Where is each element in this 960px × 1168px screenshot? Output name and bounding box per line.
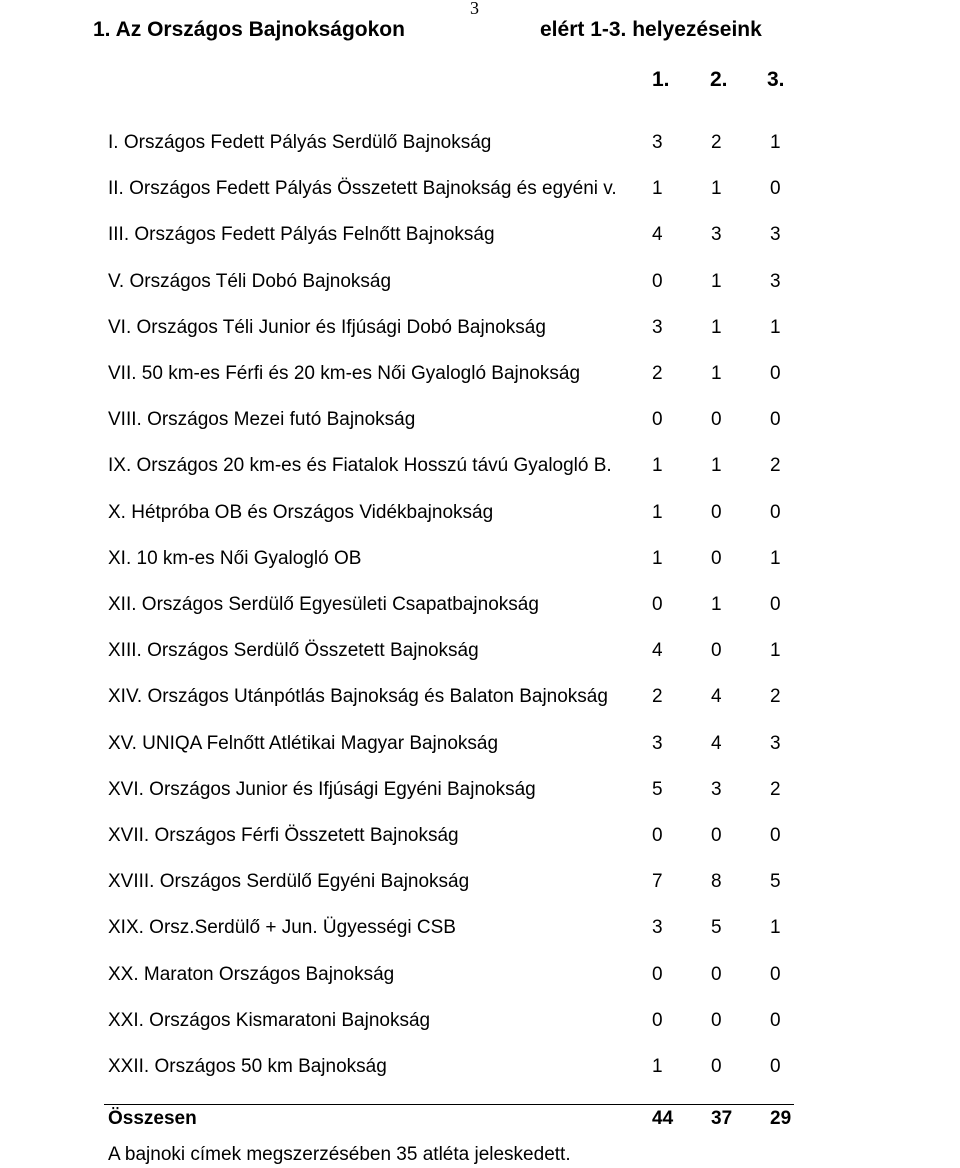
second-place-count: 3 xyxy=(711,778,722,800)
second-place-count: 8 xyxy=(711,871,722,893)
second-place-count: 5 xyxy=(711,917,722,939)
championship-name: I. Országos Fedett Pályás Serdülő Bajnokság xyxy=(108,132,492,153)
first-place-count: 4 xyxy=(652,640,663,662)
table-row xyxy=(0,964,960,992)
first-place-count: 0 xyxy=(652,1009,663,1031)
table-row xyxy=(0,502,960,530)
third-place-count: 1 xyxy=(770,917,781,939)
page-title-continued: elért 1-3. helyezéseink xyxy=(540,18,762,41)
championship-name: X. Hétpróba OB és Országos Vidékbajnokság xyxy=(108,501,494,523)
championship-name: XI. 10 km-es Női Gyalogló OB xyxy=(108,547,362,569)
championship-name: XIX. Orsz.Serdülő + Jun. Ügyességi CSB xyxy=(108,917,456,939)
first-place-count: 3 xyxy=(652,732,663,754)
table-row xyxy=(0,363,960,391)
table-row xyxy=(0,132,960,160)
championship-name: XVI. Országos Junior és Ifjúsági Egyéni Bajnokság xyxy=(108,778,536,800)
third-place-count: 2 xyxy=(770,686,781,708)
third-place-count: 2 xyxy=(770,455,781,477)
column-header-second: 2. xyxy=(710,68,728,91)
championship-name: XII. Országos Serdülő Egyesületi Csapatbajnokság xyxy=(108,594,539,615)
first-place-count: 0 xyxy=(652,825,663,846)
first-place-count: 5 xyxy=(652,778,663,800)
third-place-count: 0 xyxy=(770,825,781,846)
table-row xyxy=(0,224,960,252)
table-row xyxy=(0,594,960,622)
page-title: 1. Az Országos Bajnokságokon xyxy=(93,18,405,41)
championship-name: XIV. Országos Utánpótlás Bajnokság és Balaton Bajnokság xyxy=(108,686,608,708)
championship-name: XXII. Országos 50 km Bajnokság xyxy=(108,1056,387,1077)
third-place-count: 0 xyxy=(770,409,781,431)
second-place-count: 1 xyxy=(711,178,722,200)
second-place-count: 1 xyxy=(711,270,722,292)
table-row xyxy=(0,825,960,853)
table-row xyxy=(0,178,960,206)
second-place-count: 2 xyxy=(711,132,722,153)
footnote: A bajnoki címek megszerzésében 35 atléta jeleskedett. xyxy=(108,1144,571,1165)
second-place-count: 1 xyxy=(711,316,722,338)
first-place-count: 4 xyxy=(652,224,663,246)
championship-name: XV. UNIQA Felnőtt Atlétikai Magyar Bajnokság xyxy=(108,732,499,754)
second-place-count: 0 xyxy=(711,501,722,523)
table-row xyxy=(0,779,960,807)
first-place-count: 1 xyxy=(652,455,663,477)
championship-name: VIII. Országos Mezei futó Bajnokság xyxy=(108,409,416,431)
championship-name: VI. Országos Téli Junior és Ifjúsági Dobó Bajnokság xyxy=(108,316,546,338)
table-row xyxy=(0,917,960,945)
first-place-count: 1 xyxy=(652,1056,663,1077)
first-place-count: 1 xyxy=(652,178,663,200)
second-place-count: 0 xyxy=(711,640,722,662)
total-second: 37 xyxy=(711,1108,733,1129)
first-place-count: 3 xyxy=(652,132,663,153)
table-row xyxy=(0,317,960,345)
second-place-count: 4 xyxy=(711,686,722,708)
first-place-count: 1 xyxy=(652,501,663,523)
third-place-count: 3 xyxy=(770,732,781,754)
first-place-count: 1 xyxy=(652,547,663,569)
total-divider xyxy=(104,1104,794,1105)
third-place-count: 3 xyxy=(770,224,781,246)
column-header-first: 1. xyxy=(652,68,670,91)
second-place-count: 4 xyxy=(711,732,722,754)
second-place-count: 0 xyxy=(711,963,722,985)
column-header-third: 3. xyxy=(767,68,785,91)
second-place-count: 0 xyxy=(711,825,722,846)
championship-name: IX. Országos 20 km-es és Fiatalok Hosszú távú Gyalogló B. xyxy=(108,455,612,477)
championship-name: II. Országos Fedett Pályás Összetett Bajnokság és egyéni v. xyxy=(108,178,617,200)
championship-name: V. Országos Téli Dobó Bajnokság xyxy=(108,270,392,292)
third-place-count: 3 xyxy=(770,270,781,292)
championship-name: XVII. Országos Férfi Összetett Bajnokság xyxy=(108,825,459,846)
championship-name: XIII. Országos Serdülő Összetett Bajnokság xyxy=(108,640,479,662)
third-place-count: 0 xyxy=(770,1056,781,1077)
table-row xyxy=(0,548,960,576)
championship-name: VII. 50 km-es Férfi és 20 km-es Női Gyalogló Bajnokság xyxy=(108,363,581,384)
second-place-count: 1 xyxy=(711,594,722,615)
third-place-count: 0 xyxy=(770,178,781,200)
page-number: 3 xyxy=(470,0,479,18)
first-place-count: 2 xyxy=(652,686,663,708)
third-place-count: 1 xyxy=(770,316,781,338)
second-place-count: 0 xyxy=(711,1056,722,1077)
third-place-count: 0 xyxy=(770,363,781,384)
first-place-count: 7 xyxy=(652,871,663,893)
table-row xyxy=(0,271,960,299)
total-third: 29 xyxy=(770,1108,792,1129)
first-place-count: 0 xyxy=(652,963,663,985)
third-place-count: 5 xyxy=(770,871,781,893)
table-row xyxy=(0,686,960,714)
third-place-count: 2 xyxy=(770,778,781,800)
table-row xyxy=(0,1056,960,1084)
second-place-count: 0 xyxy=(711,1009,722,1031)
third-place-count: 0 xyxy=(770,594,781,615)
first-place-count: 0 xyxy=(652,409,663,431)
first-place-count: 2 xyxy=(652,363,663,384)
championship-name: XVIII. Országos Serdülő Egyéni Bajnokság xyxy=(108,871,470,893)
second-place-count: 0 xyxy=(711,409,722,431)
table-row xyxy=(0,871,960,899)
championship-name: III. Országos Fedett Pályás Felnőtt Bajnokság xyxy=(108,224,495,246)
second-place-count: 1 xyxy=(711,455,722,477)
third-place-count: 0 xyxy=(770,501,781,523)
second-place-count: 0 xyxy=(711,547,722,569)
first-place-count: 3 xyxy=(652,917,663,939)
first-place-count: 3 xyxy=(652,316,663,338)
second-place-count: 3 xyxy=(711,224,722,246)
second-place-count: 1 xyxy=(711,363,722,384)
third-place-count: 1 xyxy=(770,547,781,569)
total-first: 44 xyxy=(652,1108,674,1129)
table-row xyxy=(0,409,960,437)
table-row xyxy=(0,640,960,668)
championship-name: XXI. Országos Kismaratoni Bajnokság xyxy=(108,1009,431,1031)
championship-name: XX. Maraton Országos Bajnokság xyxy=(108,963,395,985)
table-row xyxy=(0,455,960,483)
third-place-count: 0 xyxy=(770,963,781,985)
first-place-count: 0 xyxy=(652,594,663,615)
table-row xyxy=(0,1010,960,1038)
table-row xyxy=(0,733,960,761)
third-place-count: 1 xyxy=(770,132,781,153)
total-label: Összesen xyxy=(108,1108,197,1129)
first-place-count: 0 xyxy=(652,270,663,292)
third-place-count: 0 xyxy=(770,1009,781,1031)
third-place-count: 1 xyxy=(770,640,781,662)
